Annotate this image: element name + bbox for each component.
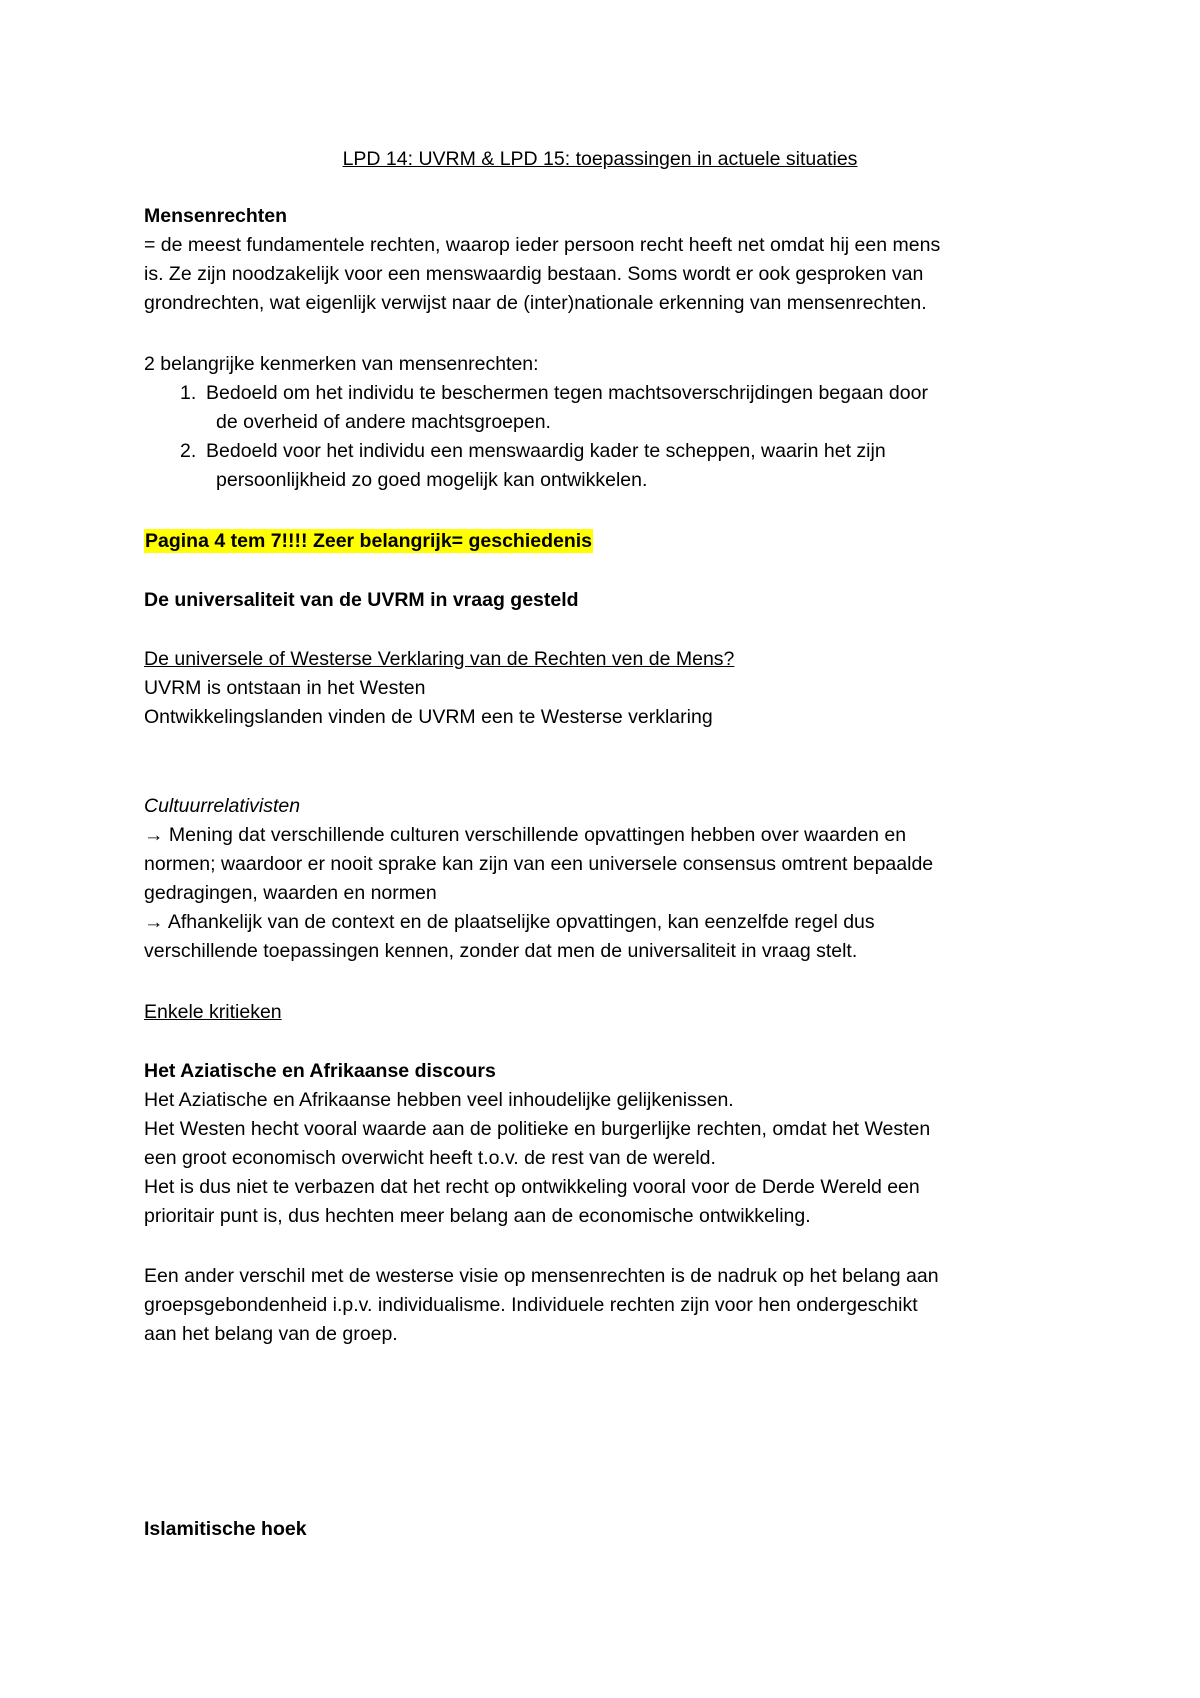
paragraph-line: verschillende toepassingen kennen, zonder dat men de universaliteit in vraag stelt. xyxy=(144,940,858,962)
paragraph-line: gedragingen, waarden en normen xyxy=(144,882,437,904)
paragraph-line: een groot economisch overwicht heeft t.o.v. de rest van de wereld. xyxy=(144,1147,716,1169)
subheading-verklaring: De universele of Westerse Verklaring van de Rechten ven de Mens? xyxy=(144,648,735,670)
arrow-icon: → xyxy=(144,911,164,933)
paragraph-line: prioritair punt is, dus hechten meer belang aan de economische ontwikkeling. xyxy=(144,1205,811,1227)
paragraph-line: groepsgebondenheid i.p.v. individualisme. Individuele rechten zijn voor hen ondergeschikt xyxy=(144,1294,918,1316)
paragraph-line: Het Westen hecht vooral waarde aan de politieke en burgerlijke rechten, omdat het Westen xyxy=(144,1118,931,1140)
list-text: Bedoeld voor het individu een menswaardig kader te scheppen, waarin het zijn xyxy=(206,440,886,462)
paragraph-line: is. Ze zijn noodzakelijk voor een menswaardig bestaan. Soms wordt er ook gesproken van xyxy=(144,263,924,285)
kenmerken-intro: 2 belangrijke kenmerken van mensenrechten: xyxy=(144,353,539,375)
page-title: LPD 14: UVRM & LPD 15: toepassingen in actuele situaties xyxy=(342,148,858,170)
paragraph-line: Ontwikkelingslanden vinden de UVRM een te Westerse verklaring xyxy=(144,706,713,728)
arrow-paragraph-1 xyxy=(144,821,906,851)
list-item-2 xyxy=(180,437,886,467)
heading-aziatisch: Het Aziatische en Afrikaanse discours xyxy=(144,1060,496,1082)
list-item-1 xyxy=(180,379,928,409)
heading-kritieken: Enkele kritieken xyxy=(144,1001,282,1023)
list-item-continuation: persoonlijkheid zo goed mogelijk kan ontwikkelen. xyxy=(216,469,648,491)
paragraph-line: UVRM is ontstaan in het Westen xyxy=(144,677,426,699)
highlight-text: Pagina 4 tem 7!!!! Zeer belangrijk= geschiedenis xyxy=(145,530,593,552)
paragraph-line: grondrechten, wat eigenlijk verwijst naar de (inter)nationale erkenning van mensenrechten. xyxy=(144,292,927,314)
paragraph-text: Afhankelijk van de context en de plaatselijke opvattingen, kan eenzelfde regel dus xyxy=(167,911,875,933)
paragraph-text: Mening dat verschillende culturen verschillende opvattingen hebben over waarden en xyxy=(168,824,907,846)
highlighted-note xyxy=(144,527,593,557)
list-number: 1. xyxy=(180,382,197,404)
arrow-paragraph-2 xyxy=(144,908,875,938)
list-text: Bedoeld om het individu te beschermen tegen machtsoverschrijdingen begaan door xyxy=(206,382,928,404)
paragraph-line: Het Aziatische en Afrikaanse hebben veel inhoudelijke gelijkenissen. xyxy=(144,1089,734,1111)
list-item-continuation: de overheid of andere machtsgroepen. xyxy=(216,411,551,433)
arrow-icon: → xyxy=(144,824,164,846)
heading-islamitische-hoek: Islamitische hoek xyxy=(144,1518,307,1540)
paragraph-line: Een ander verschil met de westerse visie op mensenrechten is de nadruk op het belang aan xyxy=(144,1265,939,1287)
heading-mensenrechten: Mensenrechten xyxy=(144,205,288,227)
heading-cultuurrelativisten: Cultuurrelativisten xyxy=(144,795,301,817)
paragraph-line: aan het belang van de groep. xyxy=(144,1323,398,1345)
paragraph-line: = de meest fundamentele rechten, waarop ieder persoon recht heeft net omdat hij een mens xyxy=(144,234,941,256)
paragraph-line: normen; waardoor er nooit sprake kan zijn van een universele consensus omtrent bepaalde xyxy=(144,853,934,875)
heading-universaliteit: De universaliteit van de UVRM in vraag gesteld xyxy=(144,589,579,611)
paragraph-line: Het is dus niet te verbazen dat het recht op ontwikkeling vooral voor de Derde Wereld een xyxy=(144,1176,920,1198)
list-number: 2. xyxy=(180,440,197,462)
